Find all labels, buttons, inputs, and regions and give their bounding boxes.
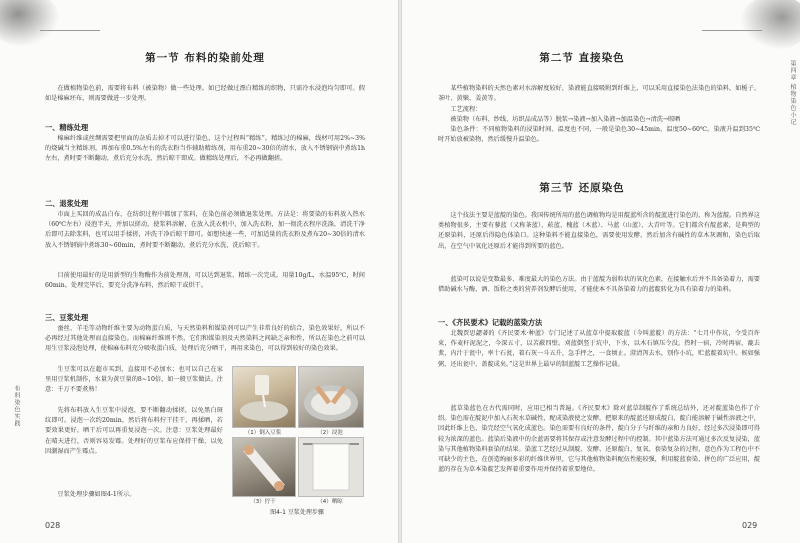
photo-pour-soymilk-art <box>233 367 295 427</box>
dyeing-conditions: 染色条件：不同植物染料的浸染时间、温度也不同，一般是染色30~45min，温度50~60℃。染液升温到35℃时开始放被染物，然后缓慢升温染色。 <box>438 126 760 144</box>
subheading-qimin-yaoshu: 一、《齐民要术》记载的蓝染方法 <box>438 318 543 327</box>
photo-soak <box>298 366 364 428</box>
paragraph-soymilk-2: 生豆浆可以在超市买到，直接用不必加水；也可以自己在家里用豆浆机制作，水量为黄豆量的8~10倍，如一般豆浆做法。注意：千万不要煮熟！ <box>45 366 223 394</box>
photo-dry <box>298 437 364 497</box>
paragraph-vat-dyeing-2: 蓝染可以说是变数最多、难度最大的染色方法。由于蓝靛为弱粒状的氧化色素，在接触水后并不具备染着力，需要借助碱水与酶、酒、饭粉之类的营养剂发酵后使用，才能使本不具备染着力的蓝靛转化为具有染着力的染料。 <box>438 276 760 294</box>
photo-label-2: （2）浸泡 <box>317 430 343 436</box>
left-page <box>0 0 398 543</box>
photo-soak-art <box>299 367 363 427</box>
intro-paragraph: 在做植物染色前，需要将布料（被染物）做一些处理。如已经做过漂白精练的织物，只需冷水浸泡均匀即可。假如是棉麻坯布，则需要做进一步处理。 <box>45 85 365 103</box>
photo-wring-art <box>233 438 295 496</box>
page-number-right: 029 <box>742 521 758 530</box>
paragraph-qimin-yaoshu: 北魏贾思勰著的《齐民要术·种蓝》专门记述了从蓝草中提取靛蓝（今叫蓝靛）的方法：“七月中作坑，令受百许束，作麦秆泥泥之，今深五寸，以苫蔽四壁。刈蓝倒竖于坑中，下水，以木石镇压令没。热时一宿，冷时再宿，漉去荄，内汁于瓮中，率十石瓮，着石灰一斗五升，急手抨之，一食顷止。澄清泻去水，别作小坑，贮蓝靛着坑中。候如强粥，还出瓮中，盖靛成矣。”这是世界上最早的制蓝靛工艺操作记载。 <box>438 330 760 368</box>
paragraph-soymilk-3: 先将布料放入生豆浆中浸泡，要不断翻动揉搓，以免黑白斑纹即可。浸泡一次约20min，然后将布料拧干挂干，再揉晒，若要效果更好，晒干后可以再重复浸泡一次。注意：豆浆处理最好在晴天进行，否则容易发霉。处理好的豆浆布应保持干燥，以免因潮湿而产生霉点。 <box>45 407 223 455</box>
section-title: 第一节 布料的染前处理 <box>145 52 265 64</box>
side-running-head: 布料染色实践 <box>13 385 20 427</box>
paragraph-scouring: 棉麻纤维或丝绸需要把里面的杂质去掉才可以进行染色，这个过程叫“精练”。精练过的棉麻，线材可用2%~3%的烧碱当主精练剂，再加布重0.5%左右的洗衣粉当作辅助精练剂，用布重20~30倍的清水，放入不锈钢锅中煮练1h左右，煮时要不断翻动，煮后充分水洗，然后晾干即成。做精练处理后，不必再做翻搓。 <box>45 135 365 163</box>
photo-label-3: （3）拧干 <box>250 499 276 505</box>
subheading-soymilk: 三、豆浆处理 <box>45 313 89 322</box>
decorative-line <box>40 30 100 31</box>
subheading-desizing: 二、退浆处理 <box>45 199 89 208</box>
side-running-head: 第四章 植物染色小记 <box>789 60 796 126</box>
process-label: 工艺流程： <box>450 106 482 113</box>
section-title-direct-dyeing: 第二节 直接染色 <box>539 52 625 64</box>
right-page <box>402 0 800 543</box>
page-number-left: 028 <box>45 521 61 530</box>
section-title-vat-dyeing: 第三节 还原染色 <box>539 182 625 194</box>
paragraph-vat-dyeing-1: 这个技法主要是蓝靛的染色。我国传统所用的蓝色调植物均是用靛蓝所含的靛蓝进行染色的，称为蓝靛。自然界这类植物很多，主要有蓼蓝（又称茶蓝）、菘蓝、槐蓝（木蓝）、马蓝（山蓝）、大青叶等。它们都含有靛蓝素，是典型的还原染料，还原后得隐色体染口。这种染料不能直接染色，需要使用发酵，然后加含有碱性的草木灰调和，染色后取出，在空气中氧化还原后才能得到所要的蓝色。 <box>438 212 760 250</box>
figure-caption: 图4-1 豆浆处理步骤 <box>270 509 324 516</box>
paragraph-soymilk-4: 豆浆处理步骤如图4-1所示。 <box>57 491 136 498</box>
ink-wash-decoration <box>740 0 800 50</box>
photo-wring <box>232 437 296 497</box>
paragraph-desizing: 市面上买回的成品白布，在纺织过程中都加了浆料，在染色前必须做退浆处理。方法是：将要染的布料放入热水（60℃左右）浸泡半天，并加以搓动，使浆料溶解，在放入洗衣机中，加入洗衣粉，加一彻洗衣程序洗涤，清洗干净后即可去除浆料，也可以用手揉搓，冲洗干净后晾干即可。如想快速一些，可加适量的洗衣粉及煮布20~30倍的清水放入不锈钢锅中煮练30~60min，煮时要不断翻动，煮后充分水洗，洗后晾干。 <box>45 211 365 249</box>
photo-label-1: （1）倒入豆浆 <box>244 430 282 436</box>
process-flow: 被染物（布料、纱线、坊织品成品等）脱浆→染液→加入染液→加温染色→清洗→晾晒 <box>450 116 681 123</box>
photo-pour-soymilk <box>232 366 296 428</box>
paragraph-desizing-2: 目前使用最好的是用新型的生物酶作为前处理剂，可以达到退浆、精练一次完成。用量10g/L，水温95℃，时间60min。处理完毕后，要充分洗净布料，然后晾干或烘干。 <box>45 272 365 290</box>
decorative-line <box>702 30 762 31</box>
photo-dry-art <box>299 438 363 496</box>
paragraph-soymilk: 蚕丝、羊毛等动物纤维主要为动物蛋白质，与天然染料和媒染剂可以产生非常良好的结合，染色效果好，所以不必再经过其他处理而直接染色。而棉麻纤维则不然，它们和媒染剂及天然染料之间缺乏亲和性，所以在染色之前可以用生豆浆浸泡处理，使棉麻布料充分吸收蛋白质，处理后充分晒干，再用来染色，可以得到较好的染色效果。 <box>45 325 365 353</box>
ink-wash-decoration <box>0 0 60 47</box>
paragraph-direct-dyeing: 某些植物染料的天然色素对水溶解度较好，染液能直接吸附到纤维上，可以采用直接染色法染色的染料，如栀子、茶叶、黄檗、姜黄等。 <box>438 85 760 103</box>
subheading-scouring: 一、精练处理 <box>45 123 89 132</box>
photo-label-4: （4）晒晾 <box>317 499 343 505</box>
paragraph-indigo-history: 蓝草染蓝色在古代需同时，应用已相当普遍。《齐民要术》除对蓝草制靛作了系统总结外，还对靛蓝染色作了介绍。染色需在靛泥中加入石灰水草碱性，配成染液使之发酵，把原来的靛蓝还原成靛白，靛白能溶解于碱性溶液之中，因此纤维上色，染完经空气氧化成蓝色。染色需要有良好的条件，靛白分子与纤维的亲和力良好，经过多次浸染即可得较为浓深的蓝色。蓝染后染液中的余蓝需要将其保存或注意发酵过程中的控制。其中蓝染方法可通过多次反复浸染，蓝染与其他植物染料套染的结果。染蓝工艺经过从制靛、发酵、还原靛白、复氧、套染复杂的过程，意色作为工程色中不可缺少的主色，在创造绚丽多彩的纤维世界里，它与其他植物染料配伍性能较强，利用靛蓝套染，拼色的广泛应用，靛蓝的存在为草本染靛艺发挥着重要作用并保持着重要地位。 <box>438 405 760 474</box>
